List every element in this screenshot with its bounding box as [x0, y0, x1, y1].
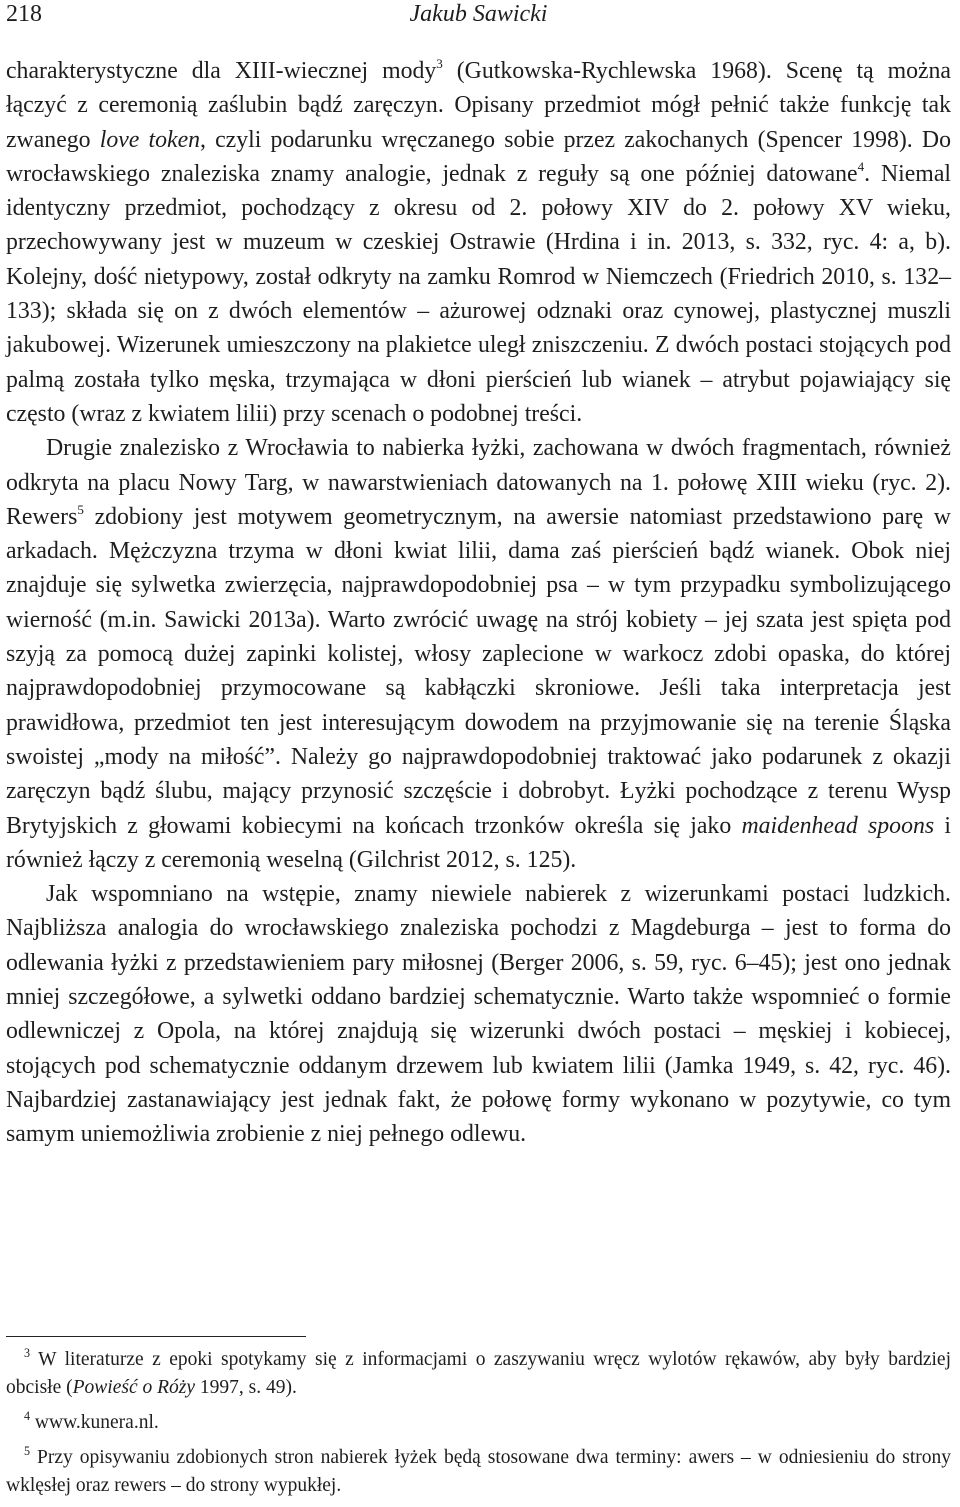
- footnote-ref: 3: [24, 1346, 31, 1361]
- text-run: Drugie znalezisko z Wrocławia to nabierka łyżki, zachowana w dwóch fragmentach, również odkryta na placu Nowy Targ, w nawarstwieniach datowanych na 1. połowę XIII wieku (ryc. 2). Rewers: [6, 435, 951, 530]
- footnote-ref: 5: [77, 502, 84, 518]
- text-run: www.kunera.nl.: [30, 1412, 159, 1433]
- footnote-ref: 4: [857, 159, 865, 175]
- footnote: [6, 1346, 951, 1402]
- italic-term: love token: [99, 126, 201, 153]
- footnote-ref: 3: [436, 56, 443, 72]
- footnote: [6, 1444, 951, 1500]
- running-head-author: Jakub Sawicki: [409, 1, 548, 27]
- text-run: Przy opisywaniu zdobionych stron nabierek łyżek będą stosowane dwa terminy: awers – w odniesieniu do strony wklęsłej oraz rewers – do strony wypukłej.: [6, 1447, 951, 1496]
- footnote-ref: 4: [24, 1409, 31, 1424]
- body-paragraph: [6, 54, 951, 431]
- footnote: [6, 1409, 951, 1437]
- italic-term: maidenhead spoons: [741, 812, 935, 839]
- page-number: 218: [6, 1, 42, 27]
- text-run: (Gutkowska-Rychlewska 1968). Scenę tą można łączyć z ceremonią zaślubin bądź zaręczyn. Opisany przedmiot mógł pełnić także funkcję tak zwanego: [6, 58, 951, 153]
- italic-term: Powieść o Róży: [72, 1377, 195, 1398]
- text-run: charakterystyczne dla XIII-wiecznej mody: [6, 58, 437, 84]
- body-paragraph: [6, 877, 951, 1151]
- footnotes: [6, 1346, 951, 1507]
- text-run: i również łączy z ceremonią weselną (Gilchrist 2012, s. 125).: [6, 812, 951, 873]
- text-run: , czyli podarunku wręczanego sobie przez zakochanych (Spencer 1998). Do wrocławskiego znaleziska znamy analogie, jednak z reguły są one później datowane: [6, 126, 951, 187]
- body-paragraph: [6, 431, 951, 877]
- text-run: zdobiony jest motywem geometrycznym, na awersie natomiast przedstawiono parę w arkadach. Mężczyzna trzyma w dłoni kwiat lilii, dama zaś pierścień bądź wianek. Obok niej znajduje się sylwetka zwierzęcia, najprawdopodobniej psa – w tym przypadku symbolizującego wierność (m.in. Sawicki 2013a). Warto zwrócić uwagę na strój kobiety – jej szata jest spięta pod szyją za pomocą dużej zapinki kolistej, włosy zaplecione w warkocz zdobi opaska, do której najprawdopodobniej przymocowane są kabłączki skroniowe. Jeśli taka interpretacja jest prawidłowa, przedmiot ten jest interesującym dowodem na przyjmowanie się na terenie Śląska swoistej „mody na miłość”. Należy go najprawdopodobniej traktować jako podarunek z okazji zaręczyn bądź ślubu, mający przynosić szczęście i dobrobyt. Łyżki pochodzące z terenu Wysp Brytyjskich z głowami kobiecymi na końcach trzonków określa się jako: [6, 503, 951, 839]
- body-text: [6, 54, 951, 1152]
- footnote-ref: 5: [24, 1444, 31, 1459]
- text-run: Jak wspomniano na wstępie, znamy niewiele nabierek z wizerunkami postaci ludzkich. Najbliższa analogia do wrocławskiego znaleziska pochodzi z Magdeburga – jest to forma do odlewania łyżki z przedstawieniem pary miłosnej (Berger 2006, s. 59, ryc. 6–45); jest ono jednak mniej szczegółowe, a sylwetki oddano bardziej schematycznie. Warto także wspomnieć o formie odlewniczej z Opola, na której znajdują się wizerunki dwóch postaci – męskiej i kobiecej, stojących pod schematycznie oddanym drzewem lub kwiatem lilii (Jamka 1949, s. 42, ryc. 46). Najbardziej zastanawiający jest jednak fakt, że połowę formy wykonano w pozytywie, co tym samym uniemożliwia zrobienie z niej pełnego odlewu.: [6, 881, 951, 1148]
- footnote-separator: [6, 1336, 306, 1337]
- text-run: 1997, s. 49).: [195, 1377, 297, 1398]
- page-header: [6, 0, 951, 40]
- text-run: W literaturze z epoki spotykamy się z informacjami o zaszywaniu wręcz wylotów rękawów, aby były bardziej obcisłe (: [6, 1349, 951, 1398]
- text-run: . Niemal identyczny przedmiot, pochodzący z okresu od 2. połowy XIV do 2. połowy XV wieku, przechowywany jest w muzeum w czeskiej Ostrawie (Hrdina i in. 2013, s. 332, ryc. 4: a, b). Kolejny, dość nietypowy, został odkryty na zamku Romrod w Niemczech (Friedrich 2010, s. 132–133); składa się on z dwóch elementów – ażurowej odznaki oraz cynowej, plastycznej muszli jakubowej. Wizerunek umieszczony na plakietce uległ zniszczeniu. Z dwóch postaci stojących pod palmą została tylko męska, trzymająca w dłoni pierścień lub wianek – atrybut pojawiający się często (wraz z kwiatem lilii) przy scenach o podobnej treści.: [6, 160, 951, 427]
